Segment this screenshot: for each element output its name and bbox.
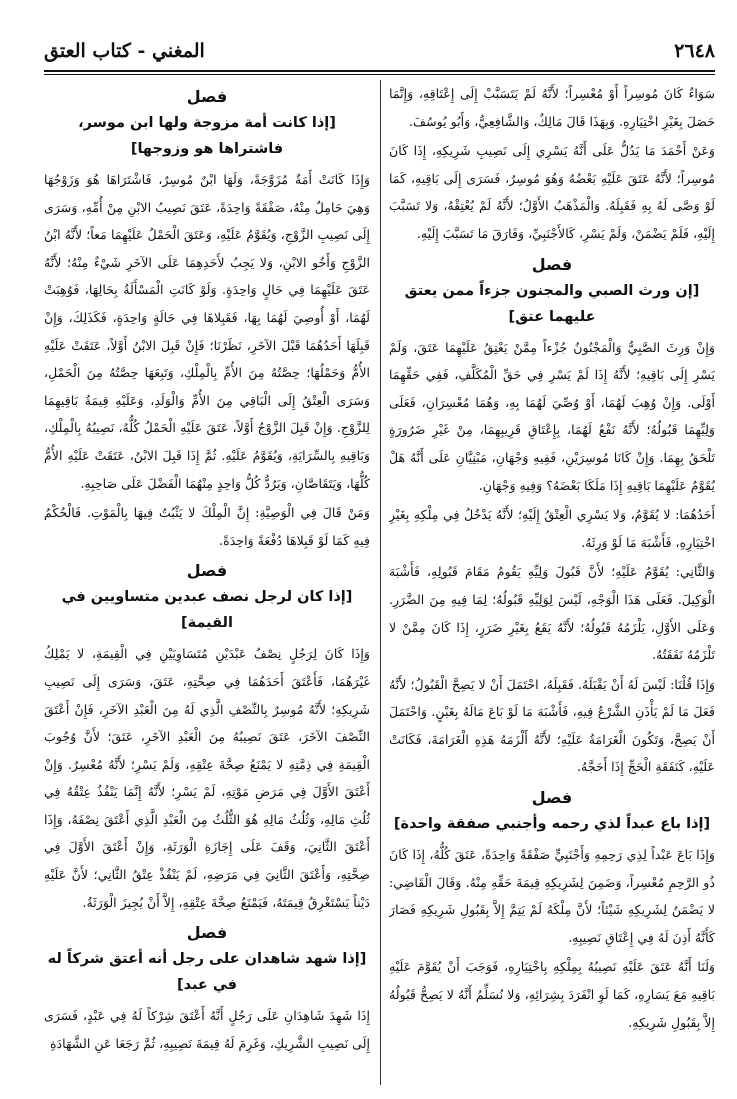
paragraph: وَلَنَا أَنَّهُ عَتَقَ عَلَيْهِ نَصِيبُهُ بِمِلْكِهِ بِاخْتِيَارِهِ، فَوَجَبَ أَنْ يُقَوَّمَ عَلَيْهِ بَاقِيهِ مَعَ يَسَارِهِ، كَمَا لَوِ انْفَرَدَ بِشِرَائِهِ، وَلا نُسَلِّمُ أَنَّهُ لا يَصِحُّ قَبُولُهُ إِلاَّ بِقَبُولِ شَرِيكِهِ. <box>389 959 715 1030</box>
column-divider <box>380 80 381 1085</box>
page-number: ٢٦٤٨ <box>674 40 715 62</box>
paragraph: وَإِذَا كَانَتْ أَمَةٌ مُزَوَّجَةً، وَلَهَا ابْنٌ مُوسِرٌ، فَاشْتَرَاهَا هُوَ وَزَوْجُهَا وَهِيَ حَامِلٌ مِنْهُ، صَفْقَةً وَاحِدَةً، عَتَقَ نَصِيبُ الابْنِ مِنْ أُمِّهِ، وَسَرَى إِلَى نَصِيبِ الزَّوْجِ، وَيُقَوَّمُ عَلَيْهِ، وَعَتَقَ الْحَمْلُ عَلَيْهِمَا مَعاً؛ لأَنَّهُ ابْنُ الزَّوْجِ وَأَخُو الابْنِ، وَلا يَجِبُ لأَحَدِهِمَا عَلَى الآخَرِ شَيْءٌ مِنْهُ؛ لأَنَّهُ عَتَقَ عَلَيْهِمَا فِي حَالٍ وَاحِدَةٍ. وَلَوْ كَانَتِ الْمَسْأَلَةُ بِحَالِهَا، فَوُهِبَتْ لَهُمَا، أَوْ أُوصِيَ لَهُمَا بِهَا، فَقَبِلاهَا فِي حَالَةٍ وَاحِدَةٍ، فَكَذَلِكَ، وَإِنْ قَبِلَهَا أَحَدُهُمَا قَبْلَ الآخَرِ، نَظَرْنَا؛ فَإِنْ قَبِلَ الابْنُ أَوَّلاً، عَتَقَتْ عَلَيْهِ الأُمُّ وَحَمْلُهَا؛ حِصَّتُهُ مِنَ الأُمِّ بِالْمِلْكِ، وَتَبِعَهَا حِصَّتُهُ مِنَ الْحَمْلِ، وَسَرَى الْعِتْقُ إِلَى الْبَاقِي مِنَ الأُمِّ وَالْوَلَدِ، وَعَلَيْهِ قِيمَةُ بَاقِيهِمَا لِلزَّوْجِ. وَإِنْ قَبِلَ الزَّوْجُ أَوَّلاً، عَتَقَ عَلَيْهِ الْحَمْلُ كُلُّهُ، نَصِيبُهُ بِالْمِلْكِ، وَبَاقِيهِ بِالسِّرَايَةِ، وَيُقَوَّمُ عَلَيْهِ. ثُمَّ إِذَا قَبِلَ الابْنُ، عَتَقَتْ عَلَيْهِ الأُمُّ كُلُّهَا، وَيَتَقَاصَّانِ، وَيَرُدُّ كُلُّ وَاحِدٍ مِنْهُمَا الْفَضْلَ عَلَى صَاحِبِهِ. <box>44 172 370 491</box>
paragraph: وَالثَّانِي: يُقَوَّمُ عَلَيْهِ؛ لأَنَّ قَبُولَ وَلِيِّهِ يَقُومُ مَقَامَ قَبُولِهِ، فَأَشْبَهَ الْوَكِيلَ. فَعَلَى هَذَا الْوَجْهِ، لَيْسَ لِوَلِيِّهِ قَبُولُهُ؛ لِمَا فِيهِ مِنَ الضَّرَرِ. وَعَلَى الأَوَّلِ، يَلْزَمُهُ قَبُولُهُ؛ لأَنَّهُ يَقَعُ بِغَيْرِ ضَرَرٍ، إِذَا كَانَ مِمَّنْ لا تَلْزَمُهُ نَفَقَتُهُ. <box>389 564 715 663</box>
section-marker: فصل <box>186 561 228 581</box>
section-heading: [إذا كان لرجل نصف عبدين متساويين في القيمة] <box>61 589 353 632</box>
paragraph: وَإِنْ وَرِثَ الصَّبِيُّ وَالْمَجْنُونُ جُزْءاً مِمَّنْ يَعْتِقُ عَلَيْهِمَا عَتَقَ، وَلَمْ يَسْرِ إِلَى بَاقِيهِ؛ لأَنَّهُ إِذَا لَمْ يَسْرِ فِي حَقِّ الْمُكَلَّفِ، فَفِي حَقِّهِمَا أَوْلَى. وَإِنْ وُهِبَ لَهُمَا، أَوْ وُصِّيَ لَهُمَا بِهِ، وَهُمَا مُعْسِرَانِ، فَعَلَى وَلِيِّهِمَا قَبُولُهُ؛ لأَنَّهُ نَفْعٌ لَهُمَا، بِإِعْتَاقِ قَرِيبِهِمَا، مِنْ غَيْرِ ضَرُورَةٍ تَلْحَقُ بِهِمَا. وَإِنْ كَانَا مُوسِرَيْنِ، فَفِيهِ وَجْهَانِ، مَبْنِيَّانِ عَلَى أَنَّهُ هَلْ يُقَوَّمُ عَلَيْهِمَا بَاقِيهِ إِذَا مَلَكَا بَعْضَهُ؟ وَفِيهِ وَجْهَانِ. <box>389 339 715 493</box>
paragraph: وَإِذَا قُلْنَا: لَيْسَ لَهُ أَنْ يَقْبَلَهُ. فَقَبِلَهُ، احْتَمَلَ أَنْ لا يَصِحَّ الْقَبُولُ؛ لأَنَّهُ فَعَلَ مَا لَمْ يَأْذَنِ الشَّرْعُ فِيهِ، فَأَشْبَهَ مَا لَوْ بَاعَ مَالَهُ بِغَبْنٍ. وَاحْتَمَلَ أَنْ يَصِحَّ، وَتَكُونَ الْغَرَامَةُ عَلَيْهِ؛ لأَنَّهُ أَلْزَمَهُ هَذِهِ الْغَرَامَةَ، فَكَانَتْ عَلَيْهِ، كَنَفَقَةِ الْحَجِّ إِذَا أَحَجَّهُ. <box>389 676 715 775</box>
paragraph: وَإِذَا بَاعَ عَبْداً لِذِي رَحِمِهِ وَأَجْنَبِيٍّ صَفْقَةً وَاحِدَةً، عَتَقَ كُلُّهُ، إِذَا كَانَ ذُو الرَّحِمِ مُعْسِراً، وَضَمِنَ لِشَرِيكِهِ قِيمَةَ حَقِّهِ مِنْهُ. وَقَالَ الْقَاضِي: لا يَضْمَنُ لِشَرِيكِهِ شَيْئاً؛ لأَنَّ مِلْكَهُ لَمْ يَتِمَّ إِلاَّ بِقَبُولِ شَرِيكِهِ فَصَارَ كَأَنَّهُ أَذِنَ لَهُ فِي إِعْتَاقِ نَصِيبِهِ. <box>389 847 715 945</box>
paragraph: سَوَاءٌ كَانَ مُوسِراً أَوْ مُعْسِراً؛ لأَنَّهُ لَمْ يَتَسَبَّبْ إِلَى إِعْتَاقِهِ، وَإِنَّمَا حَصَلَ بِغَيْرِ اخْتِيَارِهِ. وَبِهَذَا قَالَ مَالِكٌ، وَالشَّافِعِيُّ، وَأَبُو يُوسُفَ. <box>389 86 715 129</box>
right-column <box>389 80 715 1090</box>
section-heading: [إذا شهد شاهدان على رجل أنه أعتق شركاً له في عبد] <box>47 951 367 994</box>
section-marker: فصل <box>531 788 573 808</box>
left-column <box>44 80 370 1090</box>
paragraph: وَإِذَا كَانَ لِرَجُلٍ نِصْفُ عَبْدَيْنِ مُتَسَاوِيَيْنِ فِي الْقِيمَةِ، لا يَمْلِكُ غَيْرَهُمَا، فَأَعْتَقَ أَحَدَهُمَا فِي صِحَّتِهِ، عَتَقَ، وَسَرَى إِلَى نَصِيبِ شَرِيكِهِ؛ لأَنَّهُ مُوسِرٌ بِالنِّصْفِ الَّذِي لَهُ مِنَ الْعَبْدِ الآخَرِ، فَإِنْ أَعْتَقَ النِّصْفَ الآخَرَ، عَتَقَ نَصِيبُهُ مِنَ الْعَبْدِ الآخَرِ، عَتَقَ؛ لأَنَّ وُجُوبَ الْقِيمَةِ فِي ذِمَّتِهِ لا يَمْنَعُ صِحَّةَ عِتْقِهِ، وَلَمْ يَسْرِ؛ لأَنَّهُ مُعْسِرٌ. وَإِنْ أَعْتَقَ الأَوَّلَ فِي مَرَضِ مَوْتِهِ، لَمْ يَسْرِ؛ لأَنَّهُ إِنَّمَا يَنْفُذُ عِتْقُهُ فِي ثُلُثِ مَالِهِ، وَثُلُثُ مَالِهِ هُوَ الثُّلُثُ مِنَ الْعَبْدِ الَّذِي أَعْتَقَ نِصْفَهُ، وَإِذَا أَعْتَقَ الثَّانِيَ، وَقَفَ عَلَى إِجَازَةِ الْوَرَثَةِ، وَإِنْ أَعْتَقَ الأَوَّلَ فِي صِحَّتِهِ، وَأَعْتَقَ الثَّانِيَ فِي مَرَضِهِ، لَمْ يَنْفُذْ عِتْقُ الثَّانِي؛ لأَنَّ عَلَيْهِ دَيْناً يَسْتَغْرِقُ قِيمَتَهُ، فَيَمْنَعُ صِحَّةَ عِتْقِهِ، إِلاَّ أَنْ يُجِيزَ الْوَرَثَةُ. <box>44 646 370 910</box>
section-heading: [إن ورث الصبي والمجنون جزءاً ممن يعتق عليهما عتق] <box>404 282 700 325</box>
page-header <box>44 40 715 72</box>
header-rule <box>44 74 715 75</box>
paragraph: وَعَنْ أَحْمَدَ مَا يَدُلُّ عَلَى أَنَّهُ يَسْرِي إِلَى نَصِيبِ شَرِيكِهِ، إِذَا كَانَ مُوسِراً؛ لأَنَّهُ عَتَقَ عَلَيْهِ بَعْضُهُ وَهُوَ مُوسِرٌ، فَسَرَى إِلَى بَاقِيهِ، كَمَا لَوْ وَصَّى لَهُ بِهِ فَقَبِلَهُ. وَالْمَذْهَبُ الأَوَّلُ؛ لأَنَّهُ لَمْ يُعْتِقْهُ، وَلا تَسَبَّبَ إِلَيْهِ، فَلَمْ يَضْمَنْ، وَلَمْ يَسْرِ، كَالأَجْنَبِيِّ، وَفَارَقَ مَا تَسَبَّبَ إِلَيْهِ. <box>389 143 715 241</box>
paragraph: وَمَنْ قَالَ فِي الْوَصِيَّةِ: إِنَّ الْمِلْكَ لا يَثْبُتُ فِيهَا بِالْمَوْتِ. فَالْحُكْمُ فِيهِ كَمَا لَوْ قَبِلاهَا دُفْعَةً وَاحِدَةً. <box>44 505 370 548</box>
paragraph: أَحَدُهُمَا: لا يُقَوَّمُ، وَلا يَسْرِي الْعِتْقُ إِلَيْهِ؛ لأَنَّهُ يَدْخُلُ فِي مِلْكِهِ بِغَيْرِ اخْتِيَارِهِ، فَأَشْبَهَ مَا لَوْ وَرِثَهُ. <box>389 507 715 550</box>
running-title: المغني - كتاب العتق <box>44 40 205 62</box>
section-marker: فصل <box>186 923 228 943</box>
paragraph: إِذَا شَهِدَ شَاهِدَانِ عَلَى رَجُلٍ أَنَّهُ أَعْتَقَ شِرْكاً لَهُ فِي عَبْدٍ، فَسَرَى إِلَى نَصِيبِ الشَّرِيكِ، وَغَرِمَ لَهُ قِيمَةَ نَصِيبِهِ، ثُمَّ رَجَعَا عَنِ الشَّهَادَةِ <box>44 1008 370 1051</box>
section-marker: فصل <box>186 87 228 106</box>
section-heading: [إذا كانت أمة مزوجة ولها ابن موسر، فاشتراها هو وزوجها] <box>78 115 336 157</box>
section-heading: [إذا باع عبداً لذي رحمه وأجنبي صفقة واحدة] <box>393 816 711 833</box>
section-marker: فصل <box>531 254 573 274</box>
